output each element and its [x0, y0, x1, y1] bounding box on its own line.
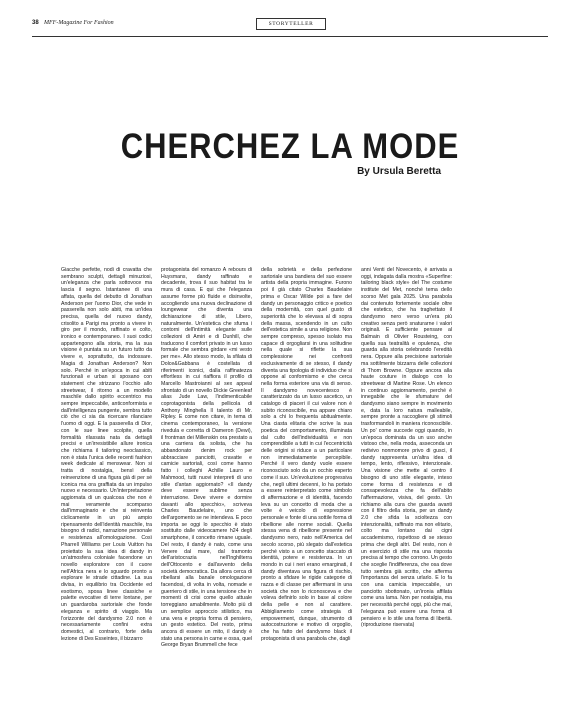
column-text: anni Venti del Novecento, è arrivata a oggi, indagata dalla mostra «Superfine: tailoring black style» del The costume institute del Met, nonché tema dello scorso Met gala 2025. Una parabola dai contenuto fortemente sociale oltre che estetico, che ha traghettato il dandysmo nero verso un'era più creativo senza però snaturarne i valori originali. E sufficiente pensare al Balmain di Olivier Rousteing, con quella sua teatralità e opulenza, che guarda alla storia celebrando l'eredità nera. Oppure alla precisione sartoriale ma sottilmente bizzarra delle collezioni di Thom Browne. Oppure ancora alla haute couture in dialogo con lo streetwear di Martine Rose. Un elenco in continuo aggiornamento, perché è innegabile che le sfumature del dandysmo siano sempre in movimento e, data la loro natura malleabile, sempre pronte a raccogliere gli stimoli trasformandoli in maniera riconoscibile. Un po' come succede oggi quando, in un'epoca dominata da un uso anche vistoso che, nella moda, asseconda un redivivo nonmomore privo di gusci, il dandy rappresenta un'altra idea di tempo, lento, riflessivo, intenzionale. Una visione che mette al centro il bisogno di uno stile elegante, inteso come forma di resistenza e di consapevolezza che fa dell'abito l'affermazione, visiva, del gesto. Un richiamo alla cura che guarda avanti con il filtro della storia, per un dandy 2.0 che sfida la scioltezza con intenzionalità, raffinato ma non elitario, colto ma lontano dai cigni accademismo, rispettoso di se stesso prima che degli altri. Del resto, non è un esercizio di stile ma una risposta precisa al tempo che corrono. Un gesto che sceglie l'indifferenza, che osa dove tutto sembra già scritto, che afferma l'importanza del senza urlarlo. E lo fa con una camicia impeccabile, un panciotto sbottonato, un'ironia affilata come una lama. Non per nostalgia, ma per necessità perché oggi, più che mai, l'eleganza può essere una forma di pensiero e lo stile una forma di libertà. (riproduzione riservata): [361, 267, 452, 629]
text-column-3: [261, 267, 352, 679]
column-text: protagonista del romanzo À rebours di Huysmans, dandy raffinato e decadente, trova il suo habitat tra le mura di casa. E qui che l'eleganza assume forme più fluide e disinvolte, accogliendo una nuova declinazione di loungewear che diventa una dichiarazione di stile, Libero, naturalmente. Un'estetica che sfuma i contorni dell'intimità elegante sulle collezioni di Amiri e di Dunhill, che traducono il comfort privato in un lusso formale che sembra girdare «mi vesto per me». Allo stesso modo, la sfilata di Dolce&Gabbana è costellata di riferimenti iconici, dalla raffinatezza effortless in cui riaffiora il profilo di Marcello Mastroianni al sex appeal sfrontato di un novello Dickie Greenleaf alias Jude Law, l'indimenticabile coprotagonista della pellicola di Anthony Minghella Il talento di Mr. Ripley. E come non citare, in tema di cinema contemporaneo, la versione rivedula e corretta di Dameron (Dewi), il frontman dei Millenskin ora prestato a una carriera da solista, che ha abbandonato denim rock per abbracciare panciotti, cravatte e camicie sartoriali, così come hanno fatto i colleghi Achille Lauro e Mahmood, tutti nuovi interpreti di uno stile d'antan aggiornato? «Il dandy deve essere sublime senza interruzione. Deve vivere e dormire davanti allo specchio», scriveva Charles Baudelaire, uno che dell'argomento se ne intendeva. E poco importa se oggi lo specchio è stato sostituito dalle videocamere h24 degli smartphone, il concetto rimane uguale. Del resto, il dandy è nato, come una Venere dal mare, dal tramonto dell'aristocrazia nell'Inghilterra dell'Ottocento e dall'avvento della società democratica. Da allora cerca di ribellarsi alla banale omologazione facendosi, di volta in volta, nomade e guerriero di stile, in una tensione che in momenti di crisi come quello attuale torreggiano amabilmente. Molto più di un semplice approccio stilistico, ma una vera e propria forma di pensiero, un gesto estetico. Del resto, prima ancora di essere un mito, il dandy è stato una persona in carne e ossa, quel George Bryan Brummell che fece: [161, 267, 252, 649]
text-column-1: [61, 267, 152, 679]
article-body: [61, 267, 560, 679]
header-divider: [32, 36, 548, 37]
column-text: della sobrietà e della perfezione sartoriale una bandiera del suo essere artista della propria immagine. Furono poi il già citato Charles Baudelaire prima e Oscar Wilde poi a fare del dandy un personaggio critico e poetico della modernità, con quel gusto di superiorità che lo elevava al di sopra della massa, scendendo in un culto dell'estetica simile a una religione. Non sempre compreso, spesso isolato ma capace di orgogliarsi in una solitudine nella quale si riflette la sua complessione nei confronti esclusivamente di se stesso, il dandy diventa una tipologia di individuo che si oppone al conformismo e che cerca nella forma esteriore una via di senso. Il dandysmo novecentesco è caratterizzato da un lusso ascetico, un catalogo di piaceri il cui valore non è subito riconoscibile, ma appare chiaro solo a chi lo frequenta abitualmente. Una ciasta elitaria che scrive la sua poetica del comportamento, illuminata dal culto dell'individualità e non comprendibile a tutti in cui l'eccentricità delle origini si riduce a un particolare non immediatamente percepibile. Perché il vero dandy vuole essere riconosciuto solo da un occhio esperto come il suo. Un'evoluzione progressiva che, negli ultimi decenni, lo ha portato a essere reinterpretato come simbolo di affermazione e di identità, facendo leva su un concetto di moda che a volte è veicolo di espressione personale e fonte di una sottile forma di ribellione alle norme sociali. Quella stessa vena di ribellione presente nel dandysmo nero, nato nell'America del secolo scorso, più slegato dall'estetica perché visto a un concetto staccato di identità, potere e resistenza. In un mondo in cui i neri erano emarginati, il dandy diventava una figura di rischio, pronto a sfidare le rigide categorie di razza e di classe per affermarsi in una società che non lo riconosceva e che voleva definirlo solo in base al colore della pelle e non al carattere. Abbigliamento come strategia di empowerment, dunque, strumento di autocostruzione e motivo di orgoglio, che ha fatto del dandysmo black il protagonista di una parabola che, dagli: [261, 267, 352, 642]
section-label: STORYTELLER: [256, 18, 326, 30]
text-column-4: [361, 267, 452, 679]
column-text: Giacche perfette, nodi di cravatta che sembrano sculpti, dettagli minuziosi, un'eleganza che parla sottovoce ma lascia il segno. Istantanee di una affata, quella del debutto di Jonathan Anderson per l'uomo Dior, che vede in passerella non solo abiti, ma un'idea precisa, quella del nuovo dandy, crisolito a Parigi ma pronto a vivere in giro per il mondo, raffinato e colto, ironico e contemporaneo. I suoi codici appartengono alla storia, ma la sua visione è puntata su un futuro tutto da vivere e, soprattutto, da indossare. Magia di Jonathan Anderson? Non solo. Perché in un'epoca in cui abiti funzionali e urban si sposano con statement che strizzano l'occhio allo streetwear, il ritorno a un modello maschile dallo spirito eccentrico ma sempre impeccabile, anticonformista e dall'intelligenza pungente, sembra tutto ciò che ci sia da ricercare rilanciare l'uomo di oggi. E la passerella di Dior, con le sue linee scolpite, quella formalità rilassata nata da dettagli precisi e un'irresistibile allure ironica che richiama il tailoring neoclassico, non è stata l'unica delle recenti fashion week dedicate al menswear. Non si tratta di nostalgia, bensì della reinvenzione di una figura già di per sé iconica ma ora graffiata da un impulso nuovo e necessario. Un'interpretazione aggiornata di un qualcosa che non è mai veramente scomparso dall'immaginario e che si reinventa ciclicamente in un più ampio ripensamento dell'identità maschile, tra bisogno di radici, narrazione personale e resistenza all'omologazione. Così Pharrell Williams per Louis Vuitton ha proiettato la sua idea di dandy in un'atmosfera coloniale facendone un novello esploratore con il cuore nell'Africa nera e lo sguardo pronto a esplorare le strade cittadine. La sua divisa, in equilibrio tra Occidente ed esotismo, sposa linee classiche e palette evocative di terre lontane, per un guardaroba sartoriale che fonde eleganza e spirito di viaggio. Ma l'orizzonte del dandysmo 2.0 non è necessariamente confini extra domestici, al contrario, forte della lezione di Des Esseintes, il bizzarro: [61, 267, 152, 642]
article-byline: By Ursula Beretta: [357, 166, 441, 177]
article-title: CHERCHEZ LA MODE: [120, 126, 460, 167]
text-column-2: [161, 267, 252, 679]
magazine-title: MFF-Magazine For Fashion: [44, 20, 114, 26]
page-header: [32, 20, 548, 34]
page-number: 38: [32, 20, 39, 26]
